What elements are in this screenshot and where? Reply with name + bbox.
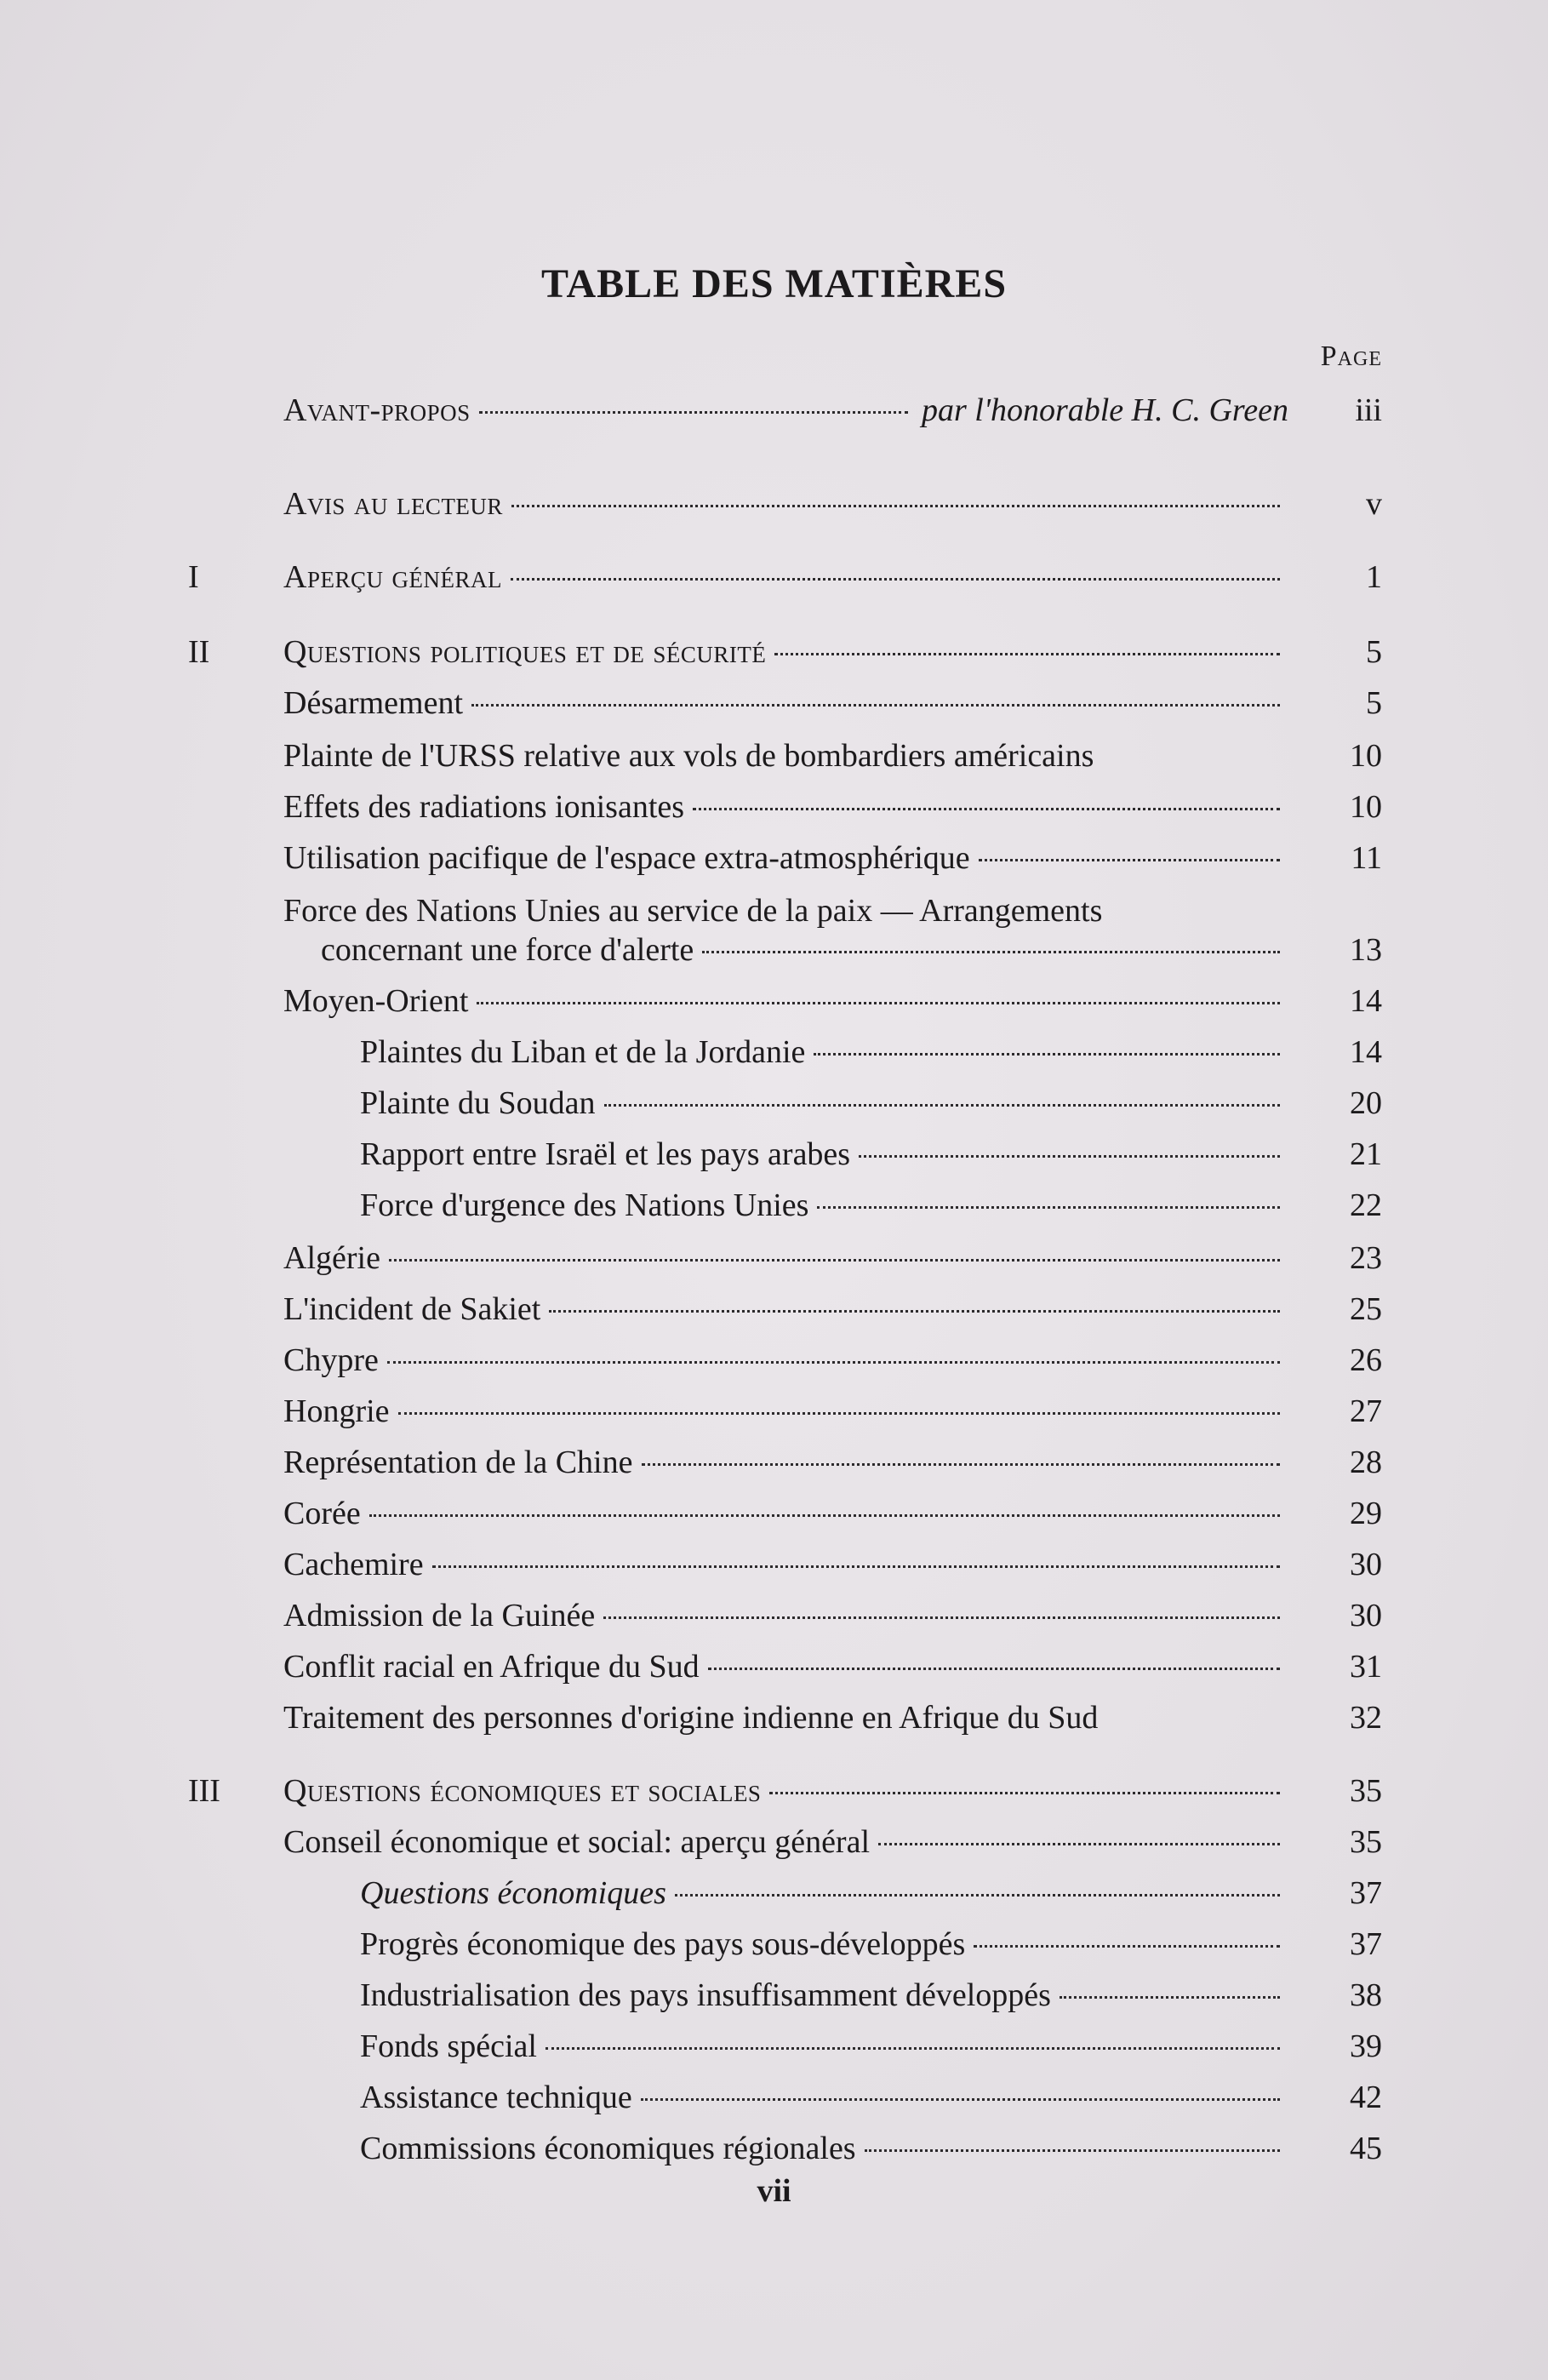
- toc-entry-leader: [283, 1491, 1288, 1536]
- toc-entry-attribution: par l'honorable H. C. Green: [921, 392, 1288, 428]
- toc-entry-leader: [283, 836, 1288, 880]
- toc-entry-leader: [360, 1132, 1288, 1176]
- dot-leader: [642, 1463, 1281, 1466]
- toc-entry: [283, 1287, 1382, 1331]
- toc-entry-page-number: 5: [1366, 634, 1382, 670]
- toc-entry-page-number: 30: [1350, 1598, 1382, 1633]
- dot-leader: [604, 1104, 1280, 1107]
- toc-entry: [283, 1440, 1382, 1485]
- toc-entry-title: L'incident de Sakiet: [283, 1291, 541, 1327]
- toc-entry-page-number: 10: [1350, 738, 1382, 774]
- toc-entry-page-number: 27: [1350, 1393, 1382, 1429]
- toc-entry-title: Effets des radiations ionisantes: [283, 789, 685, 825]
- toc-entry-page-number: 39: [1350, 2028, 1382, 2064]
- toc-entry: [283, 1542, 1382, 1587]
- toc-entry: [360, 1871, 1382, 1915]
- toc-entry-leader: [283, 681, 1288, 725]
- toc-entry-title: Aperçu général: [283, 559, 502, 595]
- toc-entry-page-number: 37: [1350, 1926, 1382, 1962]
- dot-leader: [369, 1514, 1280, 1517]
- toc-entry-page-number: 20: [1350, 1085, 1382, 1121]
- dot-leader: [432, 1565, 1280, 1568]
- toc-entry-leader: [283, 388, 1288, 432]
- toc-entry: [283, 482, 1382, 526]
- toc-entry-page-number: iii: [1355, 392, 1382, 428]
- dot-leader: [859, 1155, 1280, 1158]
- toc-entry: [360, 2126, 1382, 2171]
- toc-entry-title: Commissions économiques régionales: [360, 2131, 856, 2166]
- dot-leader: [549, 1310, 1280, 1313]
- toc-entry-leader: [283, 1696, 1288, 1740]
- toc-entry-leader: [360, 1922, 1288, 1966]
- toc-entry: [360, 1132, 1382, 1176]
- toc-entry-page-number: 14: [1350, 1034, 1382, 1070]
- toc-entry-title: Assistance technique: [360, 2080, 632, 2115]
- dot-leader: [471, 704, 1280, 707]
- toc-entry-leader: [360, 2024, 1288, 2068]
- toc-entry-leader: [360, 1871, 1288, 1915]
- toc-entry: [188, 1769, 1382, 1813]
- toc-entry-title: Utilisation pacifique de l'espace extra-atmosphérique: [283, 840, 970, 876]
- page-title: TABLE DES MATIÈRES: [540, 261, 1008, 306]
- toc-entry-title: Rapport entre Israël et les pays arabes: [360, 1136, 851, 1172]
- toc-entry-page-number: 14: [1350, 983, 1382, 1019]
- toc-entry-leader: [283, 979, 1288, 1023]
- toc-entry-leader: [283, 1236, 1288, 1280]
- dot-leader: [979, 859, 1280, 861]
- toc-entry: [283, 1593, 1382, 1638]
- toc-entry: [283, 734, 1382, 778]
- toc-entry-title: Force des Nations Unies au service de la paix — Arrangements: [283, 893, 1103, 929]
- dot-leader: [398, 1412, 1280, 1415]
- toc-entry-page-number: 1: [1366, 559, 1382, 595]
- chapter-numeral: I: [188, 559, 199, 595]
- toc-entry-leader: [283, 1338, 1288, 1382]
- toc-entry-leader: [283, 1389, 1288, 1433]
- toc-entry-page-number: 22: [1350, 1187, 1382, 1223]
- toc-entry: [360, 2024, 1382, 2068]
- toc-entry-page-number: 35: [1350, 1773, 1382, 1809]
- dot-leader: [865, 2149, 1280, 2152]
- toc-entry: [283, 979, 1382, 1023]
- toc-entry-leader: [283, 1542, 1288, 1587]
- toc-entry-page-number: 38: [1350, 1977, 1382, 2013]
- toc-entry-title: Progrès économique des pays sous-développés: [360, 1926, 966, 1962]
- toc-entry: [283, 1338, 1382, 1382]
- toc-entry-leader: [283, 1820, 1288, 1864]
- toc-entry-page-number: 35: [1350, 1824, 1382, 1860]
- toc-entry: [283, 889, 1382, 977]
- dot-leader: [878, 1843, 1280, 1845]
- dot-leader: [974, 1945, 1280, 1948]
- toc-entry-page-number: 31: [1350, 1649, 1382, 1685]
- toc-entry-title: Plainte de l'URSS relative aux vols de bombardiers américains: [283, 738, 1094, 774]
- page-column-heading: Page: [1320, 340, 1382, 372]
- toc-entry-title: Moyen-Orient: [283, 983, 469, 1019]
- toc-entry-title: Questions économiques: [360, 1875, 666, 1911]
- toc-entry-leader: [283, 734, 1288, 778]
- toc-entry-page-number: 25: [1350, 1291, 1382, 1327]
- toc-entry-page-number: 23: [1350, 1240, 1382, 1276]
- toc-entry: [360, 2075, 1382, 2120]
- toc-entry-page-number: 42: [1350, 2080, 1382, 2115]
- toc-entry-title: Conflit racial en Afrique du Sud: [283, 1649, 700, 1685]
- toc-entry: [188, 555, 1382, 599]
- dot-leader: [389, 1259, 1280, 1262]
- toc-entry: [188, 630, 1382, 674]
- toc-entry-page-number: 28: [1350, 1445, 1382, 1480]
- toc-entry-leader: [283, 555, 1288, 599]
- toc-entry-leader: [360, 1030, 1288, 1074]
- toc-entry-title-continued: concernant une force d'alerte: [321, 932, 694, 968]
- toc-entry-title: Conseil économique et social: aperçu général: [283, 1824, 871, 1860]
- toc-entry-page-number: 13: [1350, 932, 1382, 968]
- toc-entry-title: Questions politiques et de sécurité: [283, 634, 767, 670]
- toc-entry-title: Hongrie: [283, 1393, 390, 1429]
- toc-entry-page-number: 29: [1350, 1496, 1382, 1531]
- toc-entry-leader: [360, 2126, 1288, 2171]
- toc-entry: [283, 1236, 1382, 1280]
- toc-entry: [360, 1922, 1382, 1966]
- toc-entry: [283, 1820, 1382, 1864]
- toc-entry-page-number: 21: [1350, 1136, 1382, 1172]
- toc-entry: [283, 836, 1382, 880]
- toc-entry-page-number: 37: [1350, 1875, 1382, 1911]
- toc-entry-leader: [283, 1645, 1288, 1689]
- dot-leader: [1060, 1996, 1280, 1999]
- toc-entry: [360, 1030, 1382, 1074]
- toc-entry: [283, 1389, 1382, 1433]
- toc-entry-page-number: 26: [1350, 1342, 1382, 1378]
- toc-entry-title: Chypre: [283, 1342, 379, 1378]
- toc-entry-title: Plainte du Soudan: [360, 1085, 596, 1121]
- dot-leader: [511, 578, 1280, 581]
- toc-entry-title: Plaintes du Liban et de la Jordanie: [360, 1034, 806, 1070]
- toc-entry: [360, 1081, 1382, 1125]
- toc-entry-leader: [283, 1593, 1288, 1638]
- page-number: vii: [757, 2173, 791, 2209]
- toc-entry-leader: [360, 1183, 1288, 1227]
- toc-entry-leader: [360, 2075, 1288, 2120]
- toc-entry-title: Traitement des personnes d'origine indienne en Afrique du Sud: [283, 1700, 1099, 1736]
- toc-entry: [283, 785, 1382, 829]
- toc-entry: [283, 1645, 1382, 1689]
- dot-leader: [774, 653, 1280, 655]
- toc-entry-page-number: 11: [1351, 840, 1382, 876]
- toc-entry-title: Corée: [283, 1496, 361, 1531]
- dot-leader: [693, 808, 1280, 810]
- toc-entry-leader: [283, 1287, 1288, 1331]
- dot-leader: [479, 411, 908, 414]
- toc-entry-leader: [321, 928, 1288, 972]
- toc-entry-title: Admission de la Guinée: [283, 1598, 596, 1633]
- dot-leader: [511, 505, 1280, 507]
- toc-entry-leader: [283, 1440, 1288, 1485]
- toc-entry-page-number: v: [1366, 486, 1382, 522]
- toc-entry-title: Représentation de la Chine: [283, 1445, 633, 1480]
- dot-leader: [702, 951, 1280, 953]
- toc-entry-leader: [360, 1973, 1288, 2017]
- dot-leader: [387, 1361, 1280, 1364]
- toc-entry-title: Désarmement: [283, 685, 464, 721]
- toc-entry-title: Questions économiques et sociales: [283, 1773, 762, 1809]
- toc-entry-title: Cachemire: [283, 1547, 424, 1582]
- toc-entry-leader: [283, 785, 1288, 829]
- toc-entry: [283, 388, 1382, 432]
- dot-leader: [641, 2098, 1280, 2101]
- toc-entry-title: Force d'urgence des Nations Unies: [360, 1187, 809, 1223]
- toc-entry: [283, 1696, 1382, 1740]
- toc-entry-page-number: 30: [1350, 1547, 1382, 1582]
- toc-entry-leader: [283, 1769, 1288, 1813]
- toc-entry: [283, 681, 1382, 725]
- dot-leader: [769, 1792, 1280, 1794]
- toc-entry-page-number: 5: [1366, 685, 1382, 721]
- toc-entry-page-number: 10: [1350, 789, 1382, 825]
- dot-leader: [814, 1053, 1280, 1056]
- chapter-numeral: III: [188, 1773, 220, 1809]
- toc-entry: [360, 1183, 1382, 1227]
- toc-entry-title: Fonds spécial: [360, 2028, 537, 2064]
- dot-leader: [675, 1894, 1280, 1897]
- toc-entry-title: Avis au lecteur: [283, 486, 503, 522]
- toc-entry-leader: [283, 482, 1288, 526]
- toc-entry-page-number: 32: [1350, 1700, 1382, 1736]
- chapter-numeral: II: [188, 634, 210, 670]
- toc-entry-leader: [283, 630, 1288, 674]
- toc-entry: [360, 1973, 1382, 2017]
- dot-leader: [708, 1668, 1280, 1670]
- toc-entry-page-number: 45: [1350, 2131, 1382, 2166]
- dot-leader: [477, 1002, 1280, 1004]
- toc-entry-title: Algérie: [283, 1240, 380, 1276]
- toc-entry: [283, 1491, 1382, 1536]
- dot-leader: [603, 1616, 1280, 1619]
- toc-entry-title: Avant-propos: [283, 392, 471, 428]
- dot-leader: [546, 2047, 1280, 2050]
- toc-entry-title: Industrialisation des pays insuffisamment développés: [360, 1977, 1051, 2013]
- dot-leader: [817, 1206, 1280, 1209]
- toc-entry-leader: [360, 1081, 1288, 1125]
